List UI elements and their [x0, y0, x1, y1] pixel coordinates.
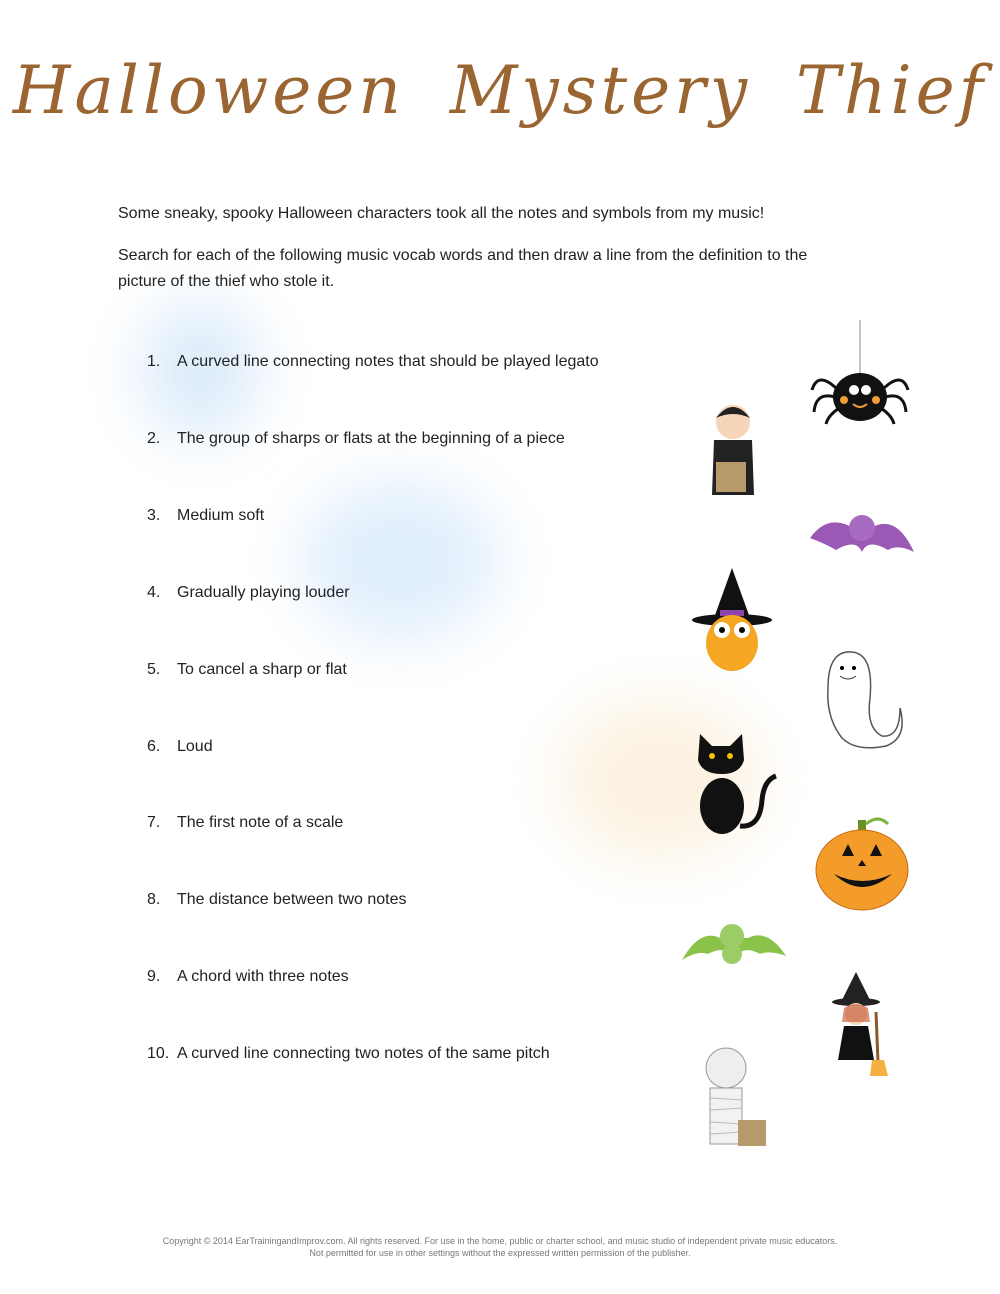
item-number: 7.	[147, 814, 161, 832]
item-definition: Medium soft	[177, 506, 265, 524]
item-definition: Gradually playing louder	[177, 583, 350, 601]
footer-line-1: Copyright © 2014 EarTrainingandImprov.com. All rights reserved. For use in the home, public or charter school, and music studio of independent private music educators.	[162, 1236, 838, 1246]
item-number: 5.	[147, 660, 161, 678]
item-definition: Loud	[177, 737, 213, 755]
mummy-picture	[696, 1044, 770, 1150]
item-number: 8.	[147, 891, 161, 909]
vampire-picture	[708, 400, 758, 500]
item-number: 1.	[147, 353, 161, 370]
vocab-item	[147, 584, 350, 602]
vocab-item	[147, 738, 213, 756]
spider-picture	[808, 320, 912, 426]
pumpkin-picture	[812, 814, 912, 914]
green-bat-picture	[680, 918, 788, 966]
item-definition: The distance between two notes	[177, 891, 407, 909]
item-definition: A chord with three notes	[177, 968, 349, 986]
item-number: 3.	[147, 506, 161, 524]
vocab-item	[147, 1045, 550, 1063]
item-definition: The group of sharps or flats at the beginning of a piece	[177, 429, 565, 447]
item-number: 10.	[147, 1045, 170, 1063]
ghost-picture	[816, 648, 908, 750]
item-number: 2.	[147, 429, 161, 447]
vocab-item	[147, 891, 406, 909]
item-number: 4.	[147, 583, 161, 601]
purple-bat-picture	[808, 508, 916, 558]
copyright-footer	[0, 1235, 1000, 1259]
instructions-text: Search for each of the following music vocab words and then draw a line from the definition to the picture of the thief who stole it.	[118, 247, 808, 290]
item-definition: To cancel a sharp or flat	[177, 660, 347, 678]
owl-witch-picture	[690, 568, 774, 672]
vocab-item	[147, 661, 347, 679]
item-definition: A curved line connecting notes that should be played legato	[177, 353, 599, 370]
black-cat-picture	[690, 730, 780, 836]
witch-girl-picture	[830, 972, 892, 1078]
page-title: Halloween Mystery Thief	[12, 52, 988, 129]
item-number: 9.	[147, 968, 161, 986]
vocab-item	[147, 507, 264, 525]
intro-text: Some sneaky, spooky Halloween characters took all the notes and symbols from my music!	[118, 205, 765, 222]
watercolor-wash	[300, 480, 500, 640]
vocab-item	[147, 814, 343, 832]
item-definition: The first note of a scale	[177, 814, 344, 832]
footer-line-2: Not permitted for use in other settings without the expressed written permission of the publisher.	[309, 1248, 691, 1258]
item-definition: A curved line connecting two notes of the same pitch	[177, 1045, 550, 1063]
item-number: 6.	[147, 737, 161, 755]
vocab-item	[147, 968, 349, 986]
vocab-item	[147, 430, 565, 448]
vocab-item	[147, 353, 599, 371]
